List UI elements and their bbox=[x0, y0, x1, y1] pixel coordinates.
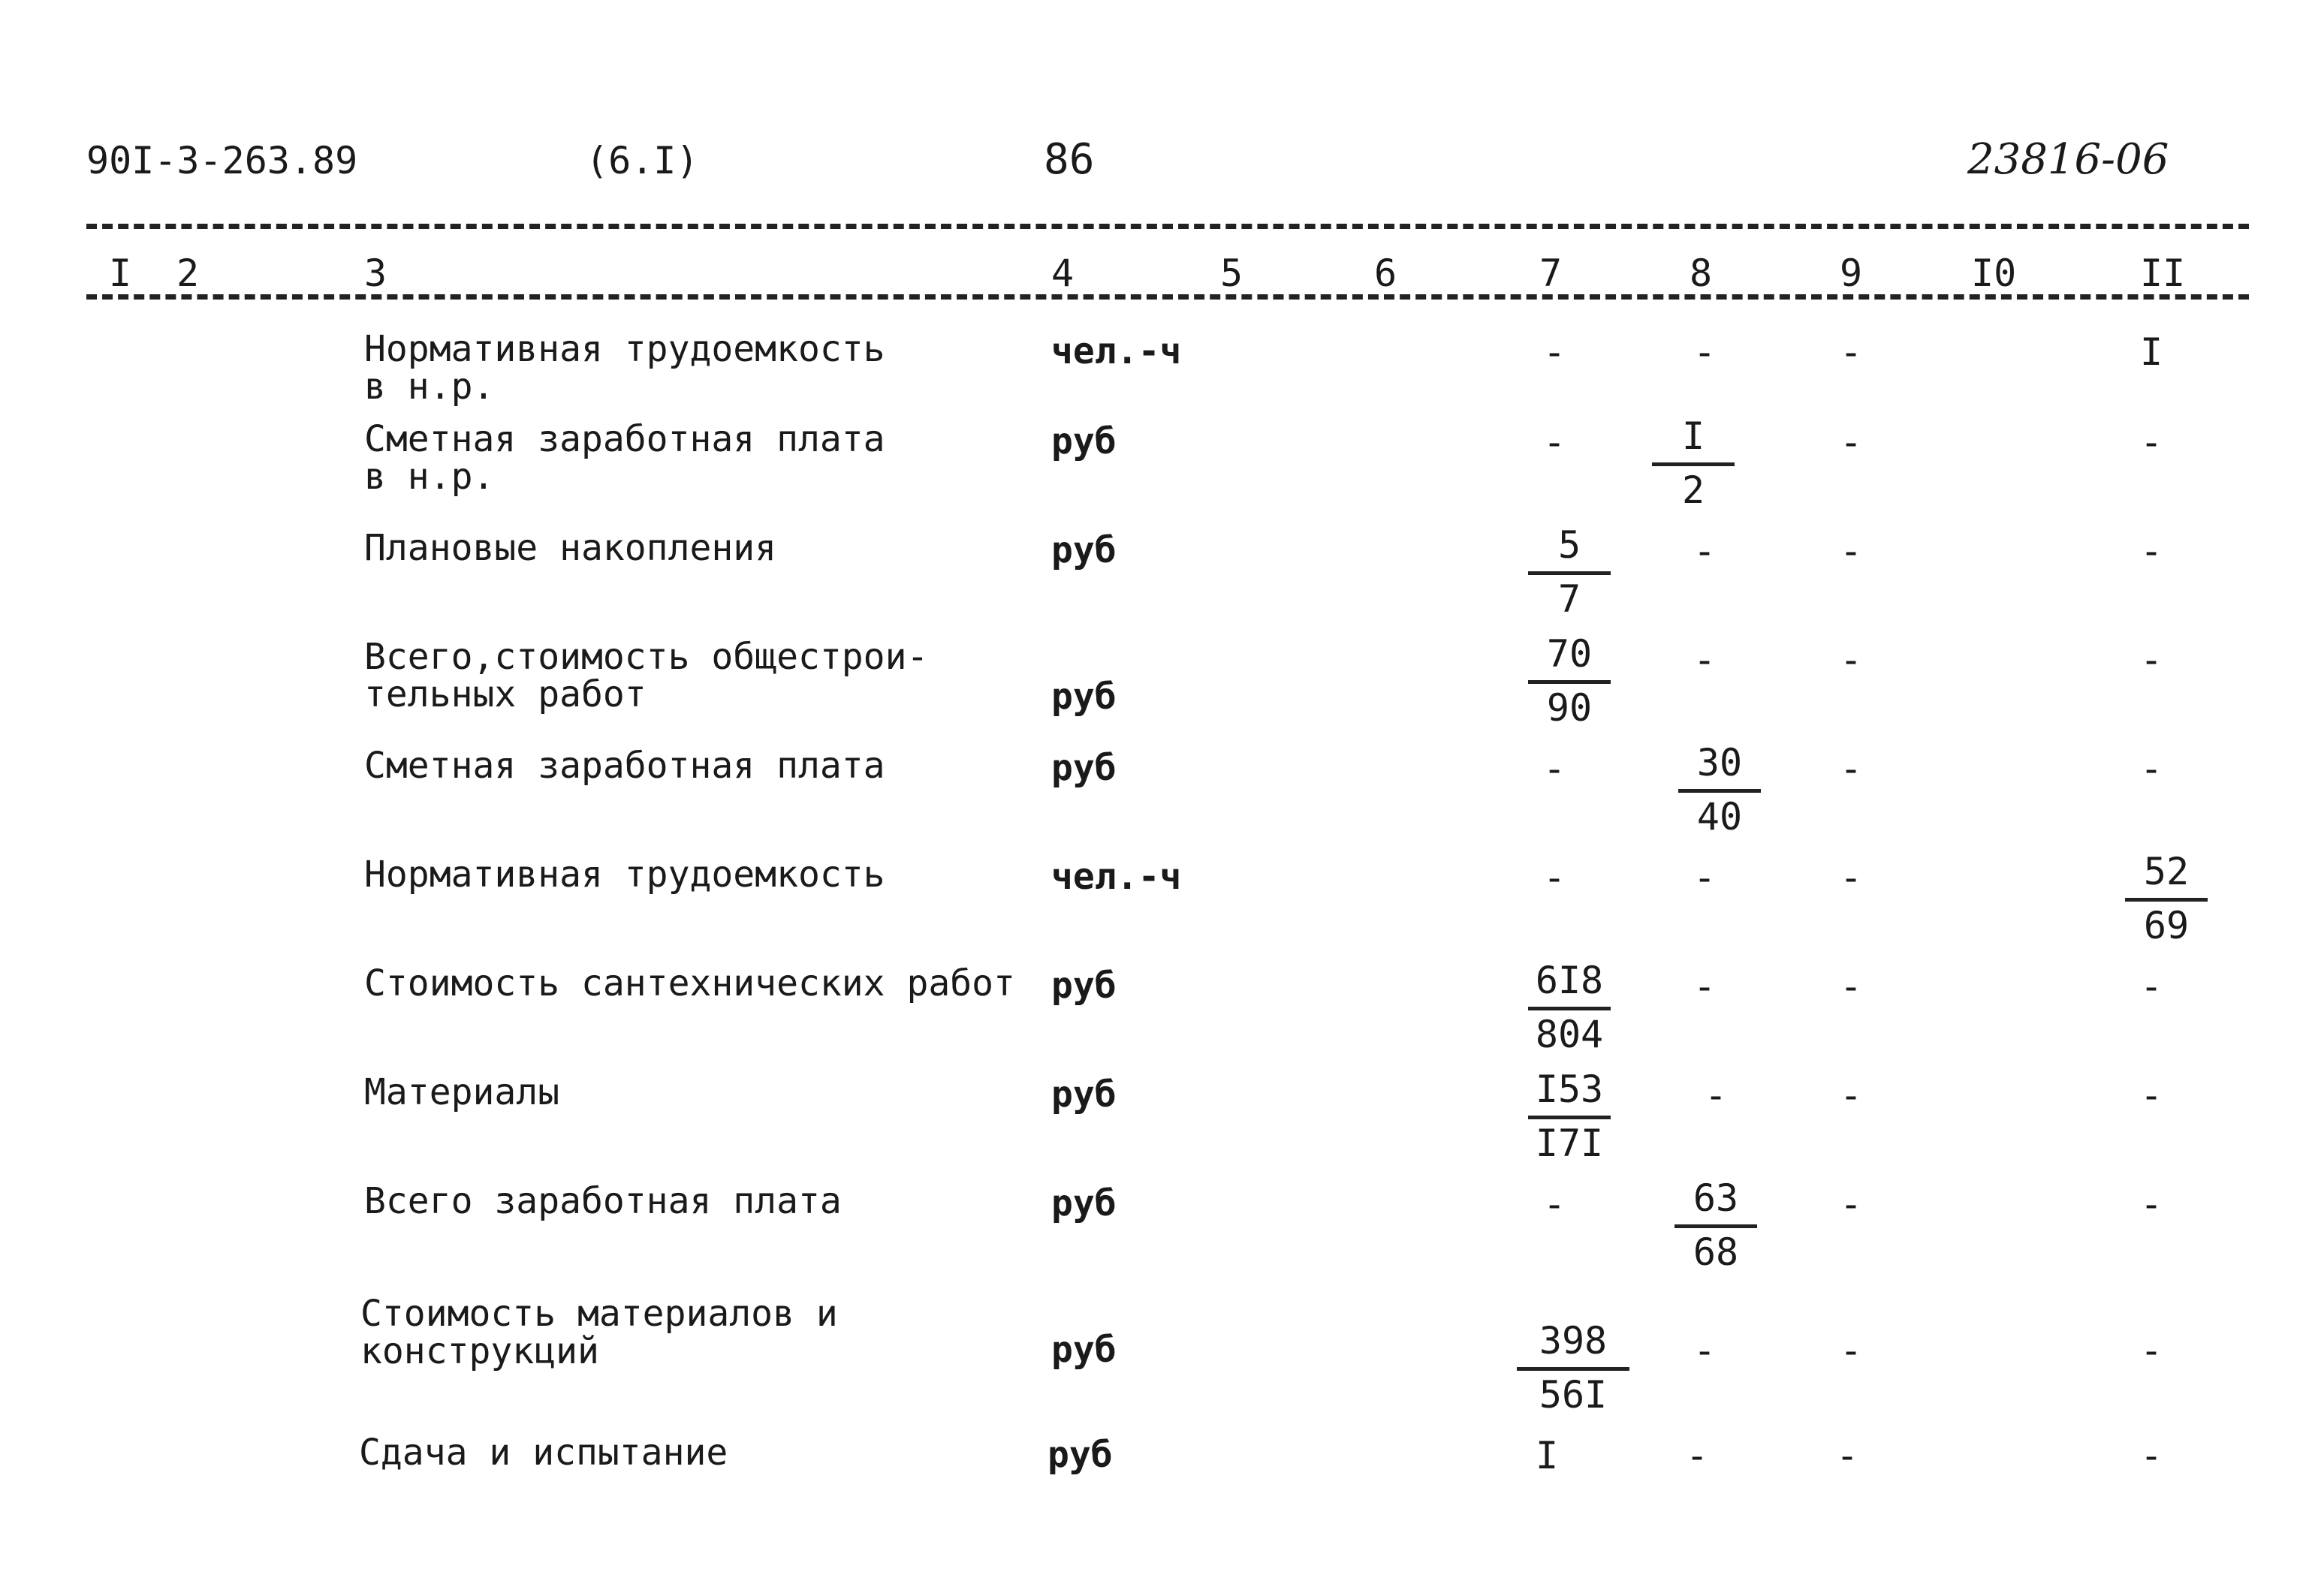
fraction-numerator: I bbox=[1652, 414, 1735, 466]
document-code: 90I-3-263.89 bbox=[86, 139, 358, 182]
fraction-denominator: 90 bbox=[1546, 686, 1593, 730]
row-value-col11: - bbox=[2139, 420, 2163, 464]
row-value-col7: - bbox=[1542, 420, 1566, 464]
row-value-col8: - bbox=[1693, 1329, 1717, 1372]
row-value-col8: - bbox=[1685, 1434, 1709, 1477]
row-value-col9: - bbox=[1839, 638, 1863, 682]
column-number-1: I bbox=[109, 251, 132, 295]
row-fraction-col7 bbox=[1528, 632, 1611, 732]
row-fraction-col7 bbox=[1528, 959, 1611, 1058]
row-value-col7: - bbox=[1542, 856, 1566, 899]
fraction-denominator: 40 bbox=[1696, 795, 1743, 839]
row-value-col9: - bbox=[1835, 1434, 1859, 1477]
fraction-denominator: 56I bbox=[1539, 1373, 1608, 1417]
row-value-col11: - bbox=[2139, 747, 2163, 790]
row-value-col8: - bbox=[1693, 965, 1717, 1008]
row-value-col9: - bbox=[1839, 420, 1863, 464]
column-number-10: I0 bbox=[1971, 251, 2017, 295]
column-number-9: 9 bbox=[1840, 251, 1863, 295]
row-value-col7: - bbox=[1542, 747, 1566, 790]
row-fraction-col8 bbox=[1674, 1176, 1757, 1276]
row-label: Сметная заработная плата в н.р. bbox=[364, 418, 885, 498]
row-unit: руб bbox=[1051, 420, 1117, 462]
column-number-8: 8 bbox=[1690, 251, 1713, 295]
row-value-col9: - bbox=[1839, 529, 1863, 573]
fraction-denominator: 69 bbox=[2143, 904, 2190, 947]
column-number-2: 2 bbox=[176, 251, 200, 295]
row-fraction-col7 bbox=[1528, 523, 1611, 623]
column-number-4: 4 bbox=[1051, 251, 1075, 295]
row-unit: руб bbox=[1047, 1434, 1113, 1476]
top-dashed-rule bbox=[86, 224, 2249, 229]
fraction-denominator: 68 bbox=[1693, 1230, 1739, 1274]
row-value-col7: - bbox=[1542, 1182, 1566, 1226]
row-value-col8: - bbox=[1693, 330, 1717, 374]
row-label: Плановые накопления bbox=[364, 527, 777, 569]
fraction-denominator: I7I bbox=[1535, 1122, 1604, 1165]
row-value-col8: - bbox=[1693, 856, 1717, 899]
row-label: Сдача и испытание bbox=[359, 1432, 728, 1474]
column-number-6: 6 bbox=[1374, 251, 1397, 295]
row-value-col11: I bbox=[2139, 330, 2163, 374]
row-label: Стоимость материалов и конструкций bbox=[360, 1293, 838, 1372]
row-value-col11: - bbox=[2139, 1434, 2163, 1477]
page-number: 86 bbox=[1044, 135, 1095, 184]
fraction-denominator: 7 bbox=[1557, 577, 1581, 621]
fraction-numerator: 52 bbox=[2125, 850, 2208, 902]
row-fraction-col7 bbox=[1517, 1319, 1629, 1419]
column-number-5: 5 bbox=[1220, 251, 1243, 295]
row-unit: руб bbox=[1051, 676, 1117, 718]
row-value-col8: - bbox=[1704, 1074, 1728, 1117]
fraction-numerator: 5 bbox=[1528, 523, 1611, 575]
fraction-numerator: 30 bbox=[1678, 741, 1761, 793]
row-value-col11: - bbox=[2139, 1074, 2163, 1117]
section-number: (6.I) bbox=[586, 139, 699, 182]
row-unit: руб bbox=[1051, 1182, 1117, 1224]
row-value-col8: - bbox=[1693, 529, 1717, 573]
column-number-7: 7 bbox=[1539, 251, 1563, 295]
row-value-col11: - bbox=[2139, 965, 2163, 1008]
fraction-numerator: I53 bbox=[1528, 1068, 1611, 1119]
row-value-col9: - bbox=[1839, 330, 1863, 374]
row-label: Материалы bbox=[364, 1071, 560, 1113]
row-value-col9: - bbox=[1839, 965, 1863, 1008]
row-unit: руб bbox=[1051, 747, 1117, 789]
row-value-col7: I bbox=[1535, 1434, 1559, 1477]
row-unit: чел.-ч bbox=[1051, 856, 1182, 898]
row-fraction-col11 bbox=[2125, 850, 2208, 950]
column-number-11: II bbox=[2140, 251, 2186, 295]
row-value-col9: - bbox=[1839, 1182, 1863, 1226]
fraction-numerator: 70 bbox=[1528, 632, 1611, 684]
row-value-col11: - bbox=[2139, 529, 2163, 573]
row-value-col7: - bbox=[1542, 330, 1566, 374]
row-value-col9: - bbox=[1839, 1329, 1863, 1372]
fraction-denominator: 2 bbox=[1681, 468, 1705, 512]
row-value-col9: - bbox=[1839, 747, 1863, 790]
row-value-col11: - bbox=[2139, 638, 2163, 682]
row-label: Стоимость сантехнических работ bbox=[364, 962, 1015, 1004]
handwritten-code: 23816-06 bbox=[1967, 135, 2169, 184]
row-value-col9: - bbox=[1839, 856, 1863, 899]
row-label: Сметная заработная плата bbox=[364, 745, 885, 787]
row-unit: руб bbox=[1051, 1329, 1117, 1371]
fraction-numerator: 63 bbox=[1674, 1176, 1757, 1228]
row-value-col11: - bbox=[2139, 1329, 2163, 1372]
row-fraction-col7 bbox=[1528, 1068, 1611, 1167]
row-label: Нормативная трудоемкость bbox=[364, 854, 885, 896]
row-unit: руб bbox=[1051, 965, 1117, 1007]
row-unit: чел.-ч bbox=[1051, 330, 1182, 372]
row-label: Всего заработная плата bbox=[364, 1180, 842, 1222]
column-dashed-rule bbox=[86, 294, 2249, 300]
row-value-col9: - bbox=[1839, 1074, 1863, 1117]
row-unit: руб bbox=[1051, 1074, 1117, 1116]
row-label: Нормативная трудоемкость в н.р. bbox=[364, 328, 885, 408]
fraction-numerator: 398 bbox=[1517, 1319, 1629, 1371]
row-label: Всего,стоимость общестрои- тельных работ bbox=[364, 636, 929, 715]
row-fraction-col8 bbox=[1652, 414, 1735, 514]
column-number-3: 3 bbox=[364, 251, 387, 295]
fraction-numerator: 6I8 bbox=[1528, 959, 1611, 1010]
fraction-denominator: 804 bbox=[1535, 1013, 1604, 1056]
row-unit: руб bbox=[1051, 529, 1117, 571]
row-value-col8: - bbox=[1693, 638, 1717, 682]
row-fraction-col8 bbox=[1678, 741, 1761, 841]
row-value-col11: - bbox=[2139, 1182, 2163, 1226]
